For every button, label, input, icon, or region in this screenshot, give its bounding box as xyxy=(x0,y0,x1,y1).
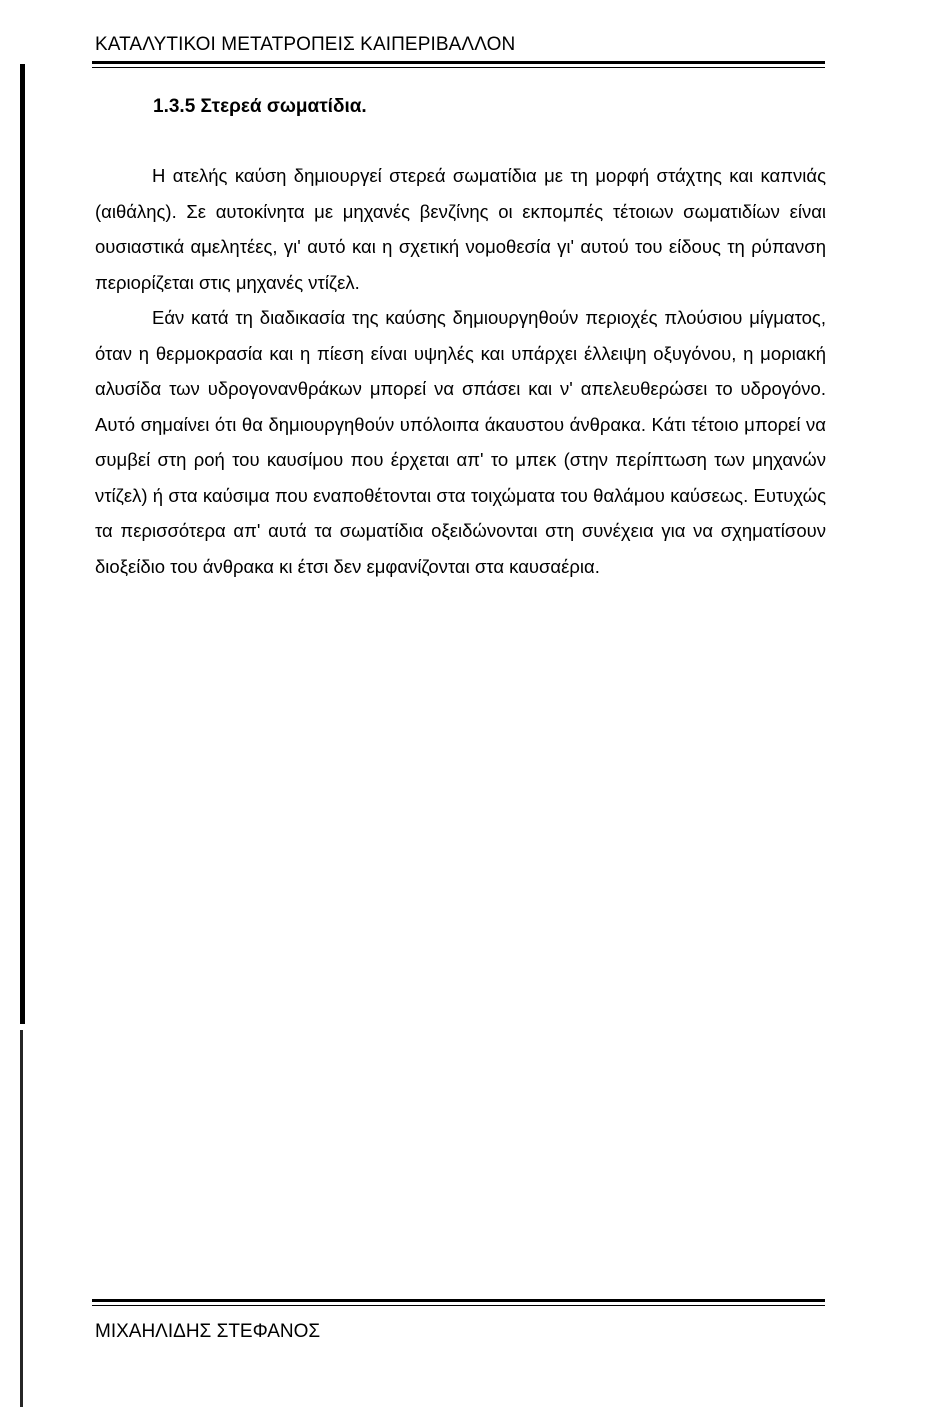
footer-rule xyxy=(92,1299,825,1302)
footer-author: ΜΙΧΑΗΛΙΔΗΣ ΣΤΕΦΑΝΟΣ xyxy=(95,1321,321,1342)
section-heading: 1.3.5 Στερεά σωματίδια. xyxy=(153,96,367,117)
header-rule-thin xyxy=(92,67,825,68)
running-header-title: ΚΑΤΑΛΥΤΙΚΟΙ ΜΕΤΑΤΡΟΠΕΙΣ ΚΑΙΠΕΡΙΒΑΛΛΟΝ xyxy=(95,34,516,55)
scan-edge-mark xyxy=(20,64,25,1024)
body-text xyxy=(95,158,826,584)
footer-rule-thin xyxy=(92,1305,825,1306)
paragraph-1: Η ατελής καύση δημιουργεί στερεά σωματίδια με τη μορφή στάχτης και καπνιάς (αιθάλης). Σε αυτοκίνητα με μηχανές βενζίνης οι εκπομπές τέτοιων σωματιδίων είναι ουσιαστικά αμελητέες, γι' αυτό και η σχετική νομοθεσία γι' αυτού του είδους τη ρύπανση περιορίζεται στις μηχανές ντίζελ. xyxy=(95,165,826,293)
header-rule xyxy=(92,61,825,64)
scan-edge-mark-lower xyxy=(20,1030,23,1407)
paragraph-2: Εάν κατά τη διαδικασία της καύσης δημιουργηθούν περιοχές πλούσιου μίγματος, όταν η θερμοκρασία και η πίεση είναι υψηλές και υπάρχει έλλειψη οξυγόνου, η μοριακή αλυσίδα των υδρογονανθράκων μπορεί να σπάσει και ν' απελευθερώσει το υδρογόνο. Αυτό σημαίνει ότι θα δημιουργηθούν υπόλοιπα άκαυστου άνθρακα. Κάτι τέτοιο μπορεί να συμβεί στη ροή του καυσίμου που έρχεται απ' το μπεκ (στην περίπτωση των μηχανών ντίζελ) ή στα καύσιμα που εναποθέτονται στα τοιχώματα του θαλάμου καύσεως. Ευτυχώς τα περισσότερα απ' αυτά τα σωματίδια οξειδώνονται στη συνέχεια για να σχηματίσουν διοξείδιο του άνθρακα κι έτσι δεν εμφανίζονται στα καυσαέρια. xyxy=(95,307,826,577)
